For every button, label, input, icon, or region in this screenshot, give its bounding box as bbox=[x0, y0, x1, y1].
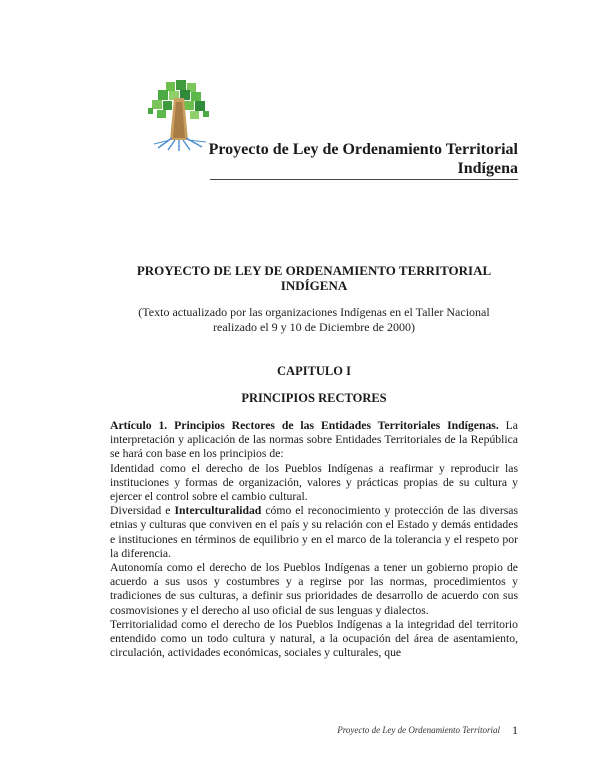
subtitle-line-2: realizado el 9 y 10 de Diciembre de 2000) bbox=[213, 320, 415, 334]
diversidad-prefix: Diversidad e bbox=[110, 504, 171, 518]
article-1-title: Artículo 1. Principios Rectores de las Entidades Territoriales Indígenas. bbox=[110, 419, 499, 432]
principle-identidad: Identidad como el derecho de los Pueblos Indígenas a reafirmar y reproducir las instituciones y formas de organización, valores y prácticas propias de su cultura y ejercer el control sobre el cambio cultural. bbox=[110, 461, 518, 504]
subtitle-line-1: (Texto actualizado por las organizaciones Indígenas en el Taller Nacional bbox=[138, 305, 490, 319]
document-title bbox=[110, 263, 518, 293]
header-title bbox=[158, 140, 518, 178]
principle-autonomia: Autonomía como el derecho de los Pueblos Indígenas a tener un gobierno propio de acuerdo a sus usos y costumbres y a regirse por las normas, procedimientos y tradiciones de sus culturas, a definir sus prioridades de desarrollo de acuerdo con sus cosmovisiones y el derecho al uso oficial de sus lenguas y dialectos. bbox=[110, 561, 518, 617]
section-heading: PRINCIPIOS RECTORES bbox=[241, 391, 387, 405]
page-number: 1 bbox=[512, 723, 518, 737]
interculturalidad-term: Interculturalidad bbox=[174, 504, 262, 518]
chapter-heading: CAPITULO I bbox=[277, 364, 351, 378]
article-body bbox=[110, 419, 518, 660]
document-title-line-1: PROYECTO DE LEY DE ORDENAMIENTO TERRITORIAL bbox=[136, 263, 492, 278]
header-title-line-1: Proyecto de Ley de Ordenamiento Territorial bbox=[208, 141, 518, 158]
header-divider bbox=[210, 179, 518, 180]
header-title-line-2: Indígena bbox=[457, 160, 518, 177]
principle-diversidad bbox=[110, 504, 518, 561]
diversidad-text: cómo el reconocimiento y protección de las diversas etnias y culturas que conviven en el país y su relación con el Estado y demás entidades e instituciones en términos de equilibrio y en el marco de la tolerancia y el respeto por la diferencia. bbox=[110, 504, 519, 560]
article-1-intro: La interpretación y aplicación de las normas sobre Entidades Territoriales de la República se hará con base en los principios de: bbox=[110, 419, 518, 461]
document-subtitle bbox=[110, 305, 518, 335]
article-1-intro-paragraph bbox=[110, 419, 518, 462]
footer-text: Proyecto de Ley de Ordenamiento Territorial bbox=[337, 725, 500, 735]
document-title-line-2: INDÍGENA bbox=[280, 278, 348, 293]
principle-territorialidad: Territorialidad como el derecho de los Pueblos Indígenas a la integridad del territorio entendido como un todo cultura y natural, a la ocupación del área de asentamiento, circulación, actividades económicas, sociales y culturales, que bbox=[110, 617, 518, 660]
